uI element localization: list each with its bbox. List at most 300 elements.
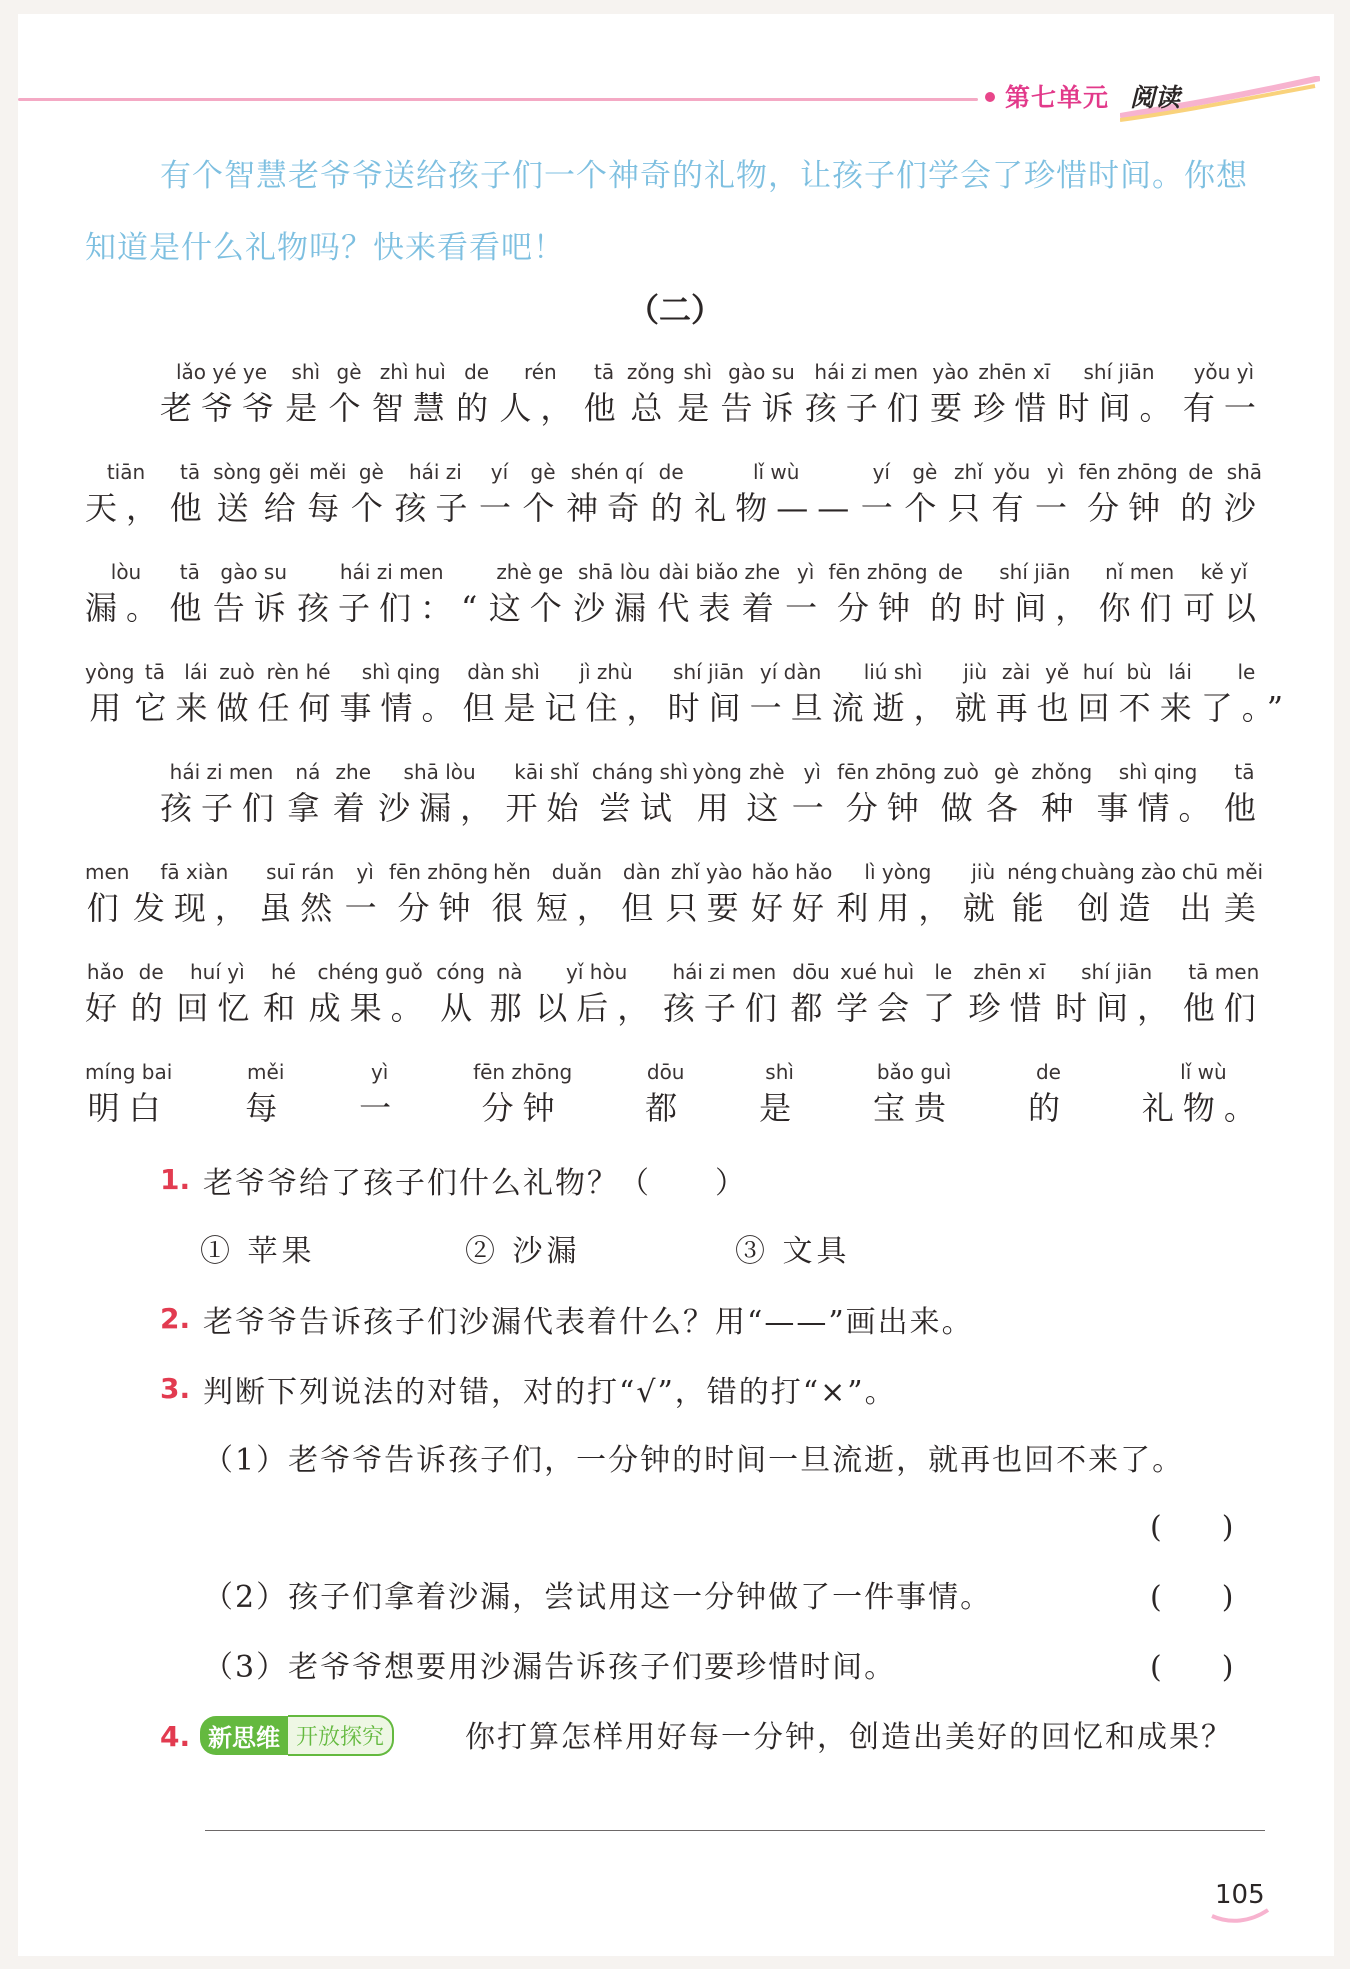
hanzi: 短，: [535, 889, 618, 927]
hanzi: 智慧: [371, 389, 454, 427]
ruby-segment: [742, 558, 783, 630]
ruby-segment: [285, 358, 326, 430]
hanzi: 珍惜: [968, 989, 1051, 1027]
passage-line: [85, 1058, 1265, 1130]
pinyin: hěn: [493, 860, 531, 884]
pinyin: dōu: [646, 1060, 685, 1084]
passage-line: [85, 858, 1265, 930]
ruby-segment: [499, 358, 581, 430]
ruby-segment: [258, 658, 340, 730]
pinyin: sòng: [213, 460, 262, 484]
ruby-segment: [621, 858, 662, 930]
pinyin: zuò: [943, 760, 979, 784]
hanzi: 时间，: [1055, 989, 1179, 1027]
hanzi: 做: [940, 789, 982, 827]
hanzi: 但是: [462, 689, 545, 727]
ruby-segment: [973, 358, 1055, 430]
ruby-segment: [991, 458, 1032, 530]
hanzi: 他: [169, 489, 211, 527]
intro-text: 有个智慧老爷爷送给孩子们一个神奇的礼物，让孩子们学会了珍惜时间。你想知道是什么礼物吗？快来看看吧！: [85, 158, 1248, 266]
ruby-segment: [263, 958, 304, 1030]
pinyin: zhǒng: [1031, 760, 1093, 784]
hanzi: 种: [1041, 789, 1083, 827]
question-1-number: 1.: [160, 1163, 191, 1196]
ruby-segment: [836, 858, 959, 930]
pinyin: yǒu yì: [1193, 360, 1255, 384]
hanzi: 送: [216, 489, 258, 527]
pinyin: gào su: [728, 360, 795, 384]
hanzi: 是: [285, 389, 327, 427]
ruby-segment: [751, 858, 833, 930]
ruby-segment: [85, 858, 129, 930]
pinyin: hái zi men: [814, 360, 919, 384]
judgement-item-2: （2）孩子们拿着沙漏，尝试用这一分钟做了一件事情。: [203, 1580, 993, 1615]
pinyin: míng bai: [85, 1060, 173, 1084]
hanzi: 事情。: [339, 689, 463, 727]
ruby-segment: [948, 458, 989, 530]
pinyin: shén qí: [570, 460, 644, 484]
pinyin: fēn zhōng: [828, 560, 928, 584]
ruby-segment: [627, 358, 675, 430]
hanzi: 天，: [85, 489, 168, 527]
pinyin: yì: [356, 860, 374, 884]
ruby-segment: [456, 358, 497, 430]
hanzi: 个: [328, 389, 370, 427]
ruby-segment: [473, 1058, 572, 1130]
pinyin: huí yì: [189, 960, 245, 984]
pinyin: zhe: [335, 760, 371, 784]
pinyin: yào: [932, 360, 969, 384]
judgement-answer-3[interactable]: ( ): [1150, 1650, 1234, 1685]
hanzi: 沙漏，: [378, 789, 502, 827]
hanzi: 们: [86, 889, 128, 927]
pinyin: shì qing: [361, 660, 441, 684]
hanzi: 好好: [750, 889, 833, 927]
pinyin: cóng: [436, 960, 485, 984]
hanzi: 分钟: [1087, 489, 1170, 527]
ruby-segment: [535, 958, 658, 1030]
ruby-segment: [1201, 658, 1292, 730]
pinyin: měi: [247, 1060, 285, 1084]
hanzi: 是: [759, 1089, 801, 1127]
hanzi: 有: [991, 489, 1033, 527]
pinyin: měi: [1225, 860, 1264, 884]
pinyin: de: [937, 560, 963, 584]
unit-title: 第七单元: [1005, 83, 1110, 112]
hanzi: 个: [522, 489, 564, 527]
ruby-segment: [792, 758, 833, 830]
hanzi: 代表: [657, 589, 740, 627]
pinyin: huí: [1082, 660, 1114, 684]
ruby-segment: [1007, 858, 1057, 930]
hanzi: 开始: [505, 789, 588, 827]
ruby-segment: [668, 658, 750, 730]
ruby-segment: [489, 558, 571, 630]
hanzi: 他: [1223, 789, 1265, 827]
ruby-segment: [750, 658, 832, 730]
reading-label: 阅读: [1130, 83, 1181, 112]
hanzi: 成果。: [308, 989, 432, 1027]
ruby-segment: [490, 958, 531, 1030]
question-1-option-3[interactable]: ③ 文具: [735, 1234, 851, 1269]
pinyin: dài biǎo: [658, 560, 739, 584]
ruby-segment: [85, 958, 126, 1030]
hanzi: 时间，: [973, 589, 1097, 627]
hanzi: 有一: [1182, 389, 1265, 427]
ruby-segment: [904, 458, 945, 530]
pinyin: fēn zhōng: [473, 1060, 573, 1084]
ruby-segment: [1119, 658, 1160, 730]
pinyin: gè: [358, 460, 384, 484]
pinyin: yí: [872, 460, 890, 484]
hanzi: 和: [262, 989, 304, 1027]
ruby-segment: [394, 458, 476, 530]
pinyin: fēn zhōng: [1078, 460, 1178, 484]
ruby-segment: [861, 458, 902, 530]
ruby-segment: [372, 358, 454, 430]
ruby-segment: [85, 658, 134, 730]
hanzi: 分钟: [481, 1089, 564, 1127]
pinyin: jì zhù: [579, 660, 633, 684]
ruby-segment: [170, 458, 211, 530]
pinyin: hǎo: [86, 960, 125, 984]
hanzi: 这个: [488, 589, 571, 627]
ruby-segment: [133, 858, 256, 930]
ruby-segment: [963, 858, 1004, 930]
pinyin: tiān: [106, 460, 146, 484]
hanzi: 一: [860, 489, 902, 527]
hanzi: 着: [741, 589, 783, 627]
question-1-option-1[interactable]: ① 苹果: [200, 1234, 316, 1269]
hanzi: 记住，: [544, 689, 668, 727]
hanzi: 发现，: [132, 889, 256, 927]
hanzi: 都: [645, 1089, 687, 1127]
hanzi: 出: [1179, 889, 1221, 927]
ruby-segment: [333, 758, 374, 830]
ruby-segment: [259, 858, 341, 930]
pinyin: zhēn xī: [978, 360, 1051, 384]
hanzi: 虽然: [259, 889, 342, 927]
pinyin: yì: [803, 760, 821, 784]
ruby-segment: [523, 458, 564, 530]
ruby-segment: [645, 1058, 686, 1130]
pinyin: yǒu: [993, 460, 1031, 484]
pinyin: gè: [912, 460, 938, 484]
pinyin: gè: [336, 360, 362, 384]
pinyin: jiù: [963, 660, 988, 684]
ruby-segment: [216, 658, 257, 730]
ruby-segment: [941, 758, 982, 830]
ruby-segment: [1183, 358, 1265, 430]
passage-line: [85, 558, 1265, 630]
hanzi: 告诉: [720, 389, 803, 427]
pinyin: hé: [270, 960, 296, 984]
pinyin: hái zi men: [169, 760, 274, 784]
pinyin: kāi shǐ: [514, 760, 579, 784]
ruby-segment: [873, 1058, 955, 1130]
pinyin: hái zi: [408, 460, 462, 484]
question-1-text: 老爷爷给了孩子们什么礼物？（ ）: [203, 1166, 747, 1201]
ruby-segment: [828, 558, 927, 630]
ruby-segment: [389, 858, 488, 930]
hanzi: 尝试: [599, 789, 682, 827]
pinyin: xué huì: [840, 960, 915, 984]
hanzi: 的: [929, 589, 971, 627]
ruby-segment: [759, 1058, 800, 1130]
pinyin: nà: [497, 960, 523, 984]
hanzi: 能: [1011, 889, 1053, 927]
ruby-segment: [832, 658, 955, 730]
ruby-segment: [134, 658, 175, 730]
pinyin: shā: [1226, 460, 1263, 484]
pinyin: fēn zhōng: [388, 860, 489, 884]
ruby-segment: [436, 958, 485, 1030]
ruby-segment: [837, 758, 936, 830]
pinyin: rén: [523, 360, 557, 384]
hanzi: 个: [904, 489, 946, 527]
ruby-segment: [930, 558, 971, 630]
ruby-segment: [968, 958, 1050, 1030]
pinyin: měi: [309, 460, 347, 484]
hanzi: 一: [1035, 489, 1077, 527]
ruby-segment: [666, 858, 748, 930]
ruby-segment: [378, 758, 501, 830]
pinyin: shí jiān: [673, 660, 745, 684]
new-thinking-badge: [200, 1715, 394, 1756]
answer-line[interactable]: [205, 1830, 1265, 1831]
judgement-item-1: （1）老爷爷告诉孩子们，一分钟的时间一旦流逝，就再也回不来了。: [203, 1443, 1185, 1478]
ruby-segment: [693, 758, 742, 830]
pinyin: suī rán: [266, 860, 335, 884]
hanzi: 神奇: [566, 489, 649, 527]
hanzi: 拿: [287, 789, 329, 827]
passage-line: [85, 458, 1265, 530]
pinyin: liú shì: [863, 660, 923, 684]
hanzi: 那: [489, 989, 531, 1027]
hanzi: 一: [785, 589, 827, 627]
hanzi: 好: [85, 989, 127, 1027]
pinyin: yě: [1045, 660, 1070, 684]
ruby-segment: [351, 458, 392, 530]
hanzi: 回: [1077, 689, 1119, 727]
ruby-segment: [1079, 458, 1178, 530]
pinyin: fēn zhōng: [837, 760, 937, 784]
pinyin: ná: [295, 760, 321, 784]
ruby-segment: [955, 658, 996, 730]
page-number-swoosh-icon: [1210, 1906, 1270, 1926]
hanzi: 珍惜: [973, 389, 1056, 427]
header-dot-icon: [985, 92, 995, 102]
hanzi: 礼物。: [1141, 1089, 1265, 1127]
pinyin: shā lòu: [577, 560, 651, 584]
pinyin: nǐ men: [1105, 560, 1175, 584]
hanzi: 只要: [665, 889, 748, 927]
ruby-segment: [1183, 558, 1265, 630]
pinyin: zhǐ yào: [670, 860, 743, 884]
ruby-segment: [169, 558, 210, 630]
ruby-segment: [836, 958, 918, 1030]
pinyin: dàn shì: [467, 660, 540, 684]
ruby-segment: [506, 758, 588, 830]
hanzi: 时间: [667, 689, 750, 727]
hanzi: 孩子们: [160, 789, 284, 827]
hanzi: 老爷爷: [160, 389, 284, 427]
pinyin: cháng shì: [591, 760, 689, 784]
hanzi: 任何: [257, 689, 340, 727]
ruby-segment: [245, 1058, 286, 1130]
ruby-segment: [791, 958, 832, 1030]
pinyin: gào su: [220, 560, 288, 584]
passage-line: [85, 358, 1265, 430]
hanzi: 来: [1159, 689, 1201, 727]
hanzi: 一旦: [749, 689, 832, 727]
ruby-segment: [176, 958, 258, 1030]
ruby-segment: [1061, 858, 1176, 930]
hanzi: 孩子们：“: [297, 589, 487, 627]
pinyin: yì: [796, 560, 815, 584]
hanzi: 来: [175, 689, 217, 727]
hanzi: 分钟: [837, 589, 920, 627]
ruby-segment: [677, 358, 718, 430]
hanzi: 孩子: [394, 489, 477, 527]
ruby-segment: [566, 458, 648, 530]
hanzi: 也: [1036, 689, 1078, 727]
question-1-option-2[interactable]: ② 沙漏: [465, 1234, 581, 1269]
ruby-segment: [160, 358, 283, 430]
header-rule: [18, 98, 978, 101]
hanzi: 的: [456, 389, 498, 427]
pinyin: zhè ge: [496, 560, 564, 584]
ruby-segment: [573, 558, 655, 630]
hanzi: 就: [962, 889, 1004, 927]
hanzi: 用: [696, 789, 738, 827]
pinyin: tā: [179, 560, 200, 584]
ruby-segment: [264, 458, 305, 530]
ruby-segment: [160, 758, 283, 830]
pinyin: hǎo hǎo: [751, 860, 833, 884]
ruby-segment: [986, 758, 1027, 830]
ruby-segment: [1224, 458, 1265, 530]
pinyin: yǐ hòu: [566, 960, 628, 984]
ruby-segment: [297, 558, 486, 630]
pinyin: lì yòng: [864, 860, 932, 884]
ruby-segment: [805, 358, 928, 430]
hanzi: 他: [583, 389, 625, 427]
hanzi: 回忆: [176, 989, 259, 1027]
pinyin: shì: [765, 1060, 794, 1084]
hanzi: 用: [89, 689, 131, 727]
hanzi: 宝贵: [873, 1089, 956, 1127]
pinyin: shí jiān: [999, 560, 1071, 584]
pinyin: zhè: [749, 760, 785, 784]
question-3-number: 3.: [160, 1372, 191, 1405]
page-number: 105: [1215, 1880, 1265, 1910]
ruby-segment: [996, 658, 1037, 730]
ruby-segment: [1097, 758, 1220, 830]
pinyin: yí dàn: [759, 660, 822, 684]
ruby-segment: [592, 758, 688, 830]
hanzi: 孩子们: [804, 389, 928, 427]
pinyin: yì: [370, 1060, 389, 1084]
pinyin: zuò: [219, 660, 255, 684]
judgement-answer-1[interactable]: ( ): [1150, 1510, 1234, 1545]
pinyin: rèn hé: [266, 660, 331, 684]
ruby-segment: [545, 658, 668, 730]
hanzi: 沙漏: [573, 589, 656, 627]
judgement-item-3: （3）老爷爷想要用沙漏告诉孩子们要珍惜时间。: [203, 1650, 897, 1685]
section-title: （二）: [626, 291, 723, 329]
hanzi: 创造: [1077, 889, 1160, 927]
pinyin: shì qing: [1118, 760, 1198, 784]
ruby-segment: [1078, 658, 1119, 730]
ruby-segment: [287, 758, 328, 830]
ruby-segment: [85, 558, 167, 630]
hanzi: 各: [986, 789, 1028, 827]
pinyin: hái zi men: [339, 560, 444, 584]
pinyin: le: [934, 960, 953, 984]
ruby-segment: [1055, 958, 1178, 1030]
judgement-answer-2[interactable]: ( ): [1150, 1580, 1234, 1615]
hanzi: 总: [630, 389, 672, 427]
ruby-segment: [1224, 758, 1265, 830]
pinyin: zhǐ: [954, 460, 983, 484]
ruby-segment: [307, 458, 348, 530]
pinyin: lǐ wù: [1180, 1060, 1227, 1084]
hanzi: 的: [1180, 489, 1222, 527]
hanzi: 美: [1223, 889, 1265, 927]
ruby-segment: [213, 558, 295, 630]
pinyin: men: [85, 860, 130, 884]
pinyin: lòu: [110, 560, 142, 584]
hanzi: 一: [791, 789, 833, 827]
hanzi: 他们: [1182, 989, 1265, 1027]
pinyin: zhe: [744, 560, 781, 584]
pinyin: hái zi men: [672, 960, 777, 984]
ruby-segment: [746, 758, 787, 830]
hanzi: 但: [621, 889, 663, 927]
question-2-number: 2.: [160, 1302, 191, 1335]
ruby-segment: [1180, 858, 1221, 930]
question-4-number: 4.: [160, 1720, 191, 1753]
hanzi: 都: [790, 989, 832, 1027]
pinyin: kě yǐ: [1200, 560, 1248, 584]
ruby-segment: [536, 858, 618, 930]
pinyin: lái: [184, 660, 208, 684]
pinyin: yòng: [85, 660, 135, 684]
pinyin: gěi: [268, 460, 300, 484]
ruby-segment: [309, 958, 432, 1030]
ruby-segment: [491, 858, 532, 930]
ruby-segment: [175, 658, 216, 730]
passage-line: [85, 758, 1265, 830]
pinyin: de: [138, 960, 164, 984]
hanzi: 告诉: [212, 589, 295, 627]
hanzi: 就: [954, 689, 996, 727]
hanzi: 利用，: [836, 889, 960, 927]
ruby-segment: [1035, 458, 1076, 530]
hanzi: 一: [478, 489, 520, 527]
hanzi: 每: [307, 489, 349, 527]
hanzi: 分钟: [845, 789, 928, 827]
hanzi: 每: [245, 1089, 287, 1127]
pinyin: tā: [594, 360, 615, 384]
pinyin: zhì huì: [379, 360, 446, 384]
hanzi: 一: [344, 889, 386, 927]
pinyin: tā: [144, 660, 166, 684]
pinyin: zǒng: [626, 360, 675, 384]
hanzi: 这: [746, 789, 788, 827]
hanzi: 个: [350, 489, 392, 527]
